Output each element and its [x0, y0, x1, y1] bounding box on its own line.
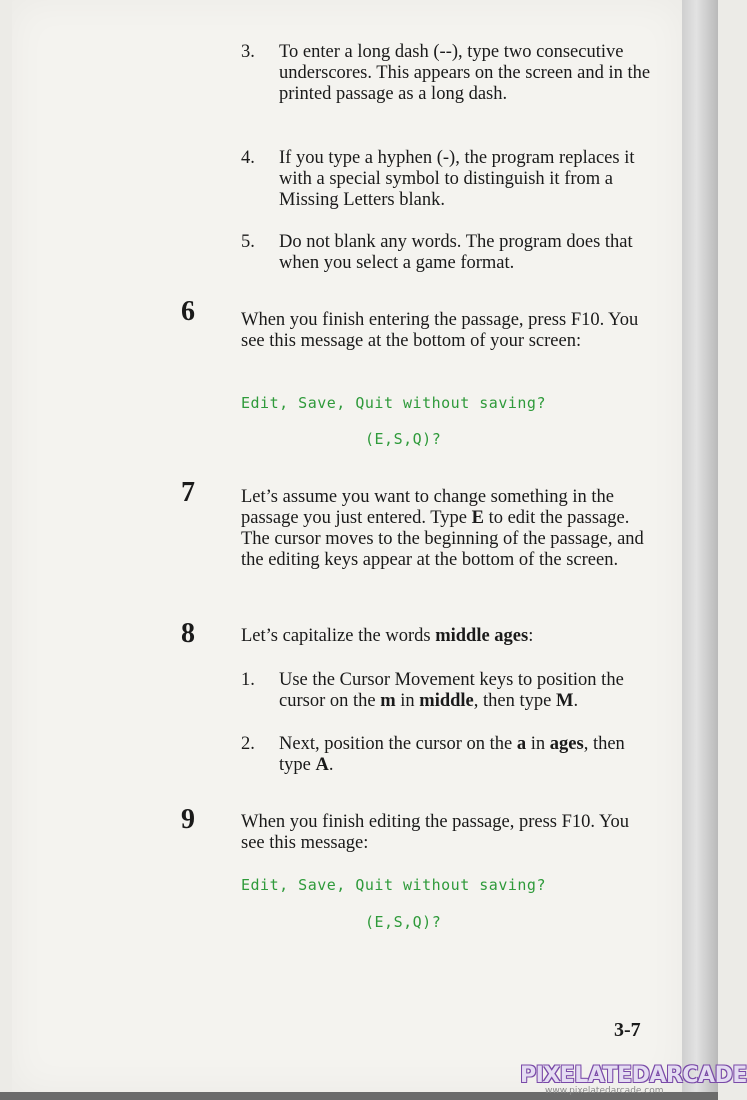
step-9-text: When you finish editing the passage, press F10. You see this message:	[241, 812, 629, 853]
text-run: Next, position the cursor on the	[279, 734, 517, 754]
bold-run: a	[516, 734, 527, 754]
text-run: , then type	[473, 691, 556, 711]
bold-run: m	[380, 691, 396, 711]
step-8-text-b: :	[528, 626, 534, 646]
text-run: Use the Cursor Movement keys to position the cursor on the	[279, 670, 624, 711]
list-item-text: Do not blank any words. The program does that when you select a game format.	[279, 232, 633, 273]
step-number-7: 7	[181, 477, 195, 508]
step-7-text	[241, 487, 651, 571]
watermark-brand: PIXELATEDARCADE	[520, 1063, 747, 1088]
list-item-text: To enter a long dash (--), type two consecutive underscores. This appears on the screen and in the printed passage as a long dash.	[279, 42, 651, 104]
list-item-text: If you type a hyphen (-), the program replaces it with a special symbol to distinguish it from a Missing Letters blank.	[279, 148, 635, 210]
bold-run: A	[315, 755, 329, 775]
list-item-text	[279, 670, 651, 712]
list-item-number: 2.	[241, 734, 255, 754]
text-run: , then type	[279, 734, 625, 775]
step-number-8: 8	[181, 618, 195, 649]
screen-message-2-line1: Edit, Save, Quit without saving?	[241, 876, 546, 894]
bold-run: middle	[419, 691, 474, 711]
text-run: in	[395, 691, 420, 711]
screen-message-1-line2: (E,S,Q)?	[365, 430, 442, 448]
step-8-bold-words: middle ages	[435, 626, 529, 646]
screen-message-2-line2: (E,S,Q)?	[365, 913, 442, 931]
step-7-text-b: to edit the passage. The cursor moves to the beginning of the passage, and the editing keys appear at the bottom of the screen.	[241, 508, 644, 570]
edit-key-label: E	[471, 508, 484, 528]
text-run: .	[573, 691, 579, 711]
book-spine	[682, 0, 718, 1100]
list-item-number: 4.	[241, 148, 255, 168]
list-item-number: 3.	[241, 42, 255, 62]
step-8-text	[241, 626, 651, 647]
step-7-text-a: Let’s assume you want to change something in the passage you just entered. Type	[241, 487, 615, 528]
step-8-text-a: Let’s capitalize the words	[241, 626, 436, 646]
bold-run: M	[555, 691, 574, 711]
step-number-9: 9	[181, 804, 195, 835]
step-number-6: 6	[181, 296, 195, 327]
step-6-text: When you finish entering the passage, press F10. You see this message at the bottom of your screen:	[241, 310, 639, 351]
list-item-text	[279, 734, 651, 776]
page-number: 3-7	[614, 1019, 641, 1041]
list-item-number: 1.	[241, 670, 255, 690]
bold-run: ages	[549, 734, 584, 754]
screen-message-1-line1: Edit, Save, Quit without saving?	[241, 394, 546, 412]
list-item-number: 5.	[241, 232, 255, 252]
text-run: in	[526, 734, 550, 754]
watermark-url: www.pixelatedarcade.com	[545, 1086, 664, 1096]
text-run: .	[328, 755, 334, 775]
